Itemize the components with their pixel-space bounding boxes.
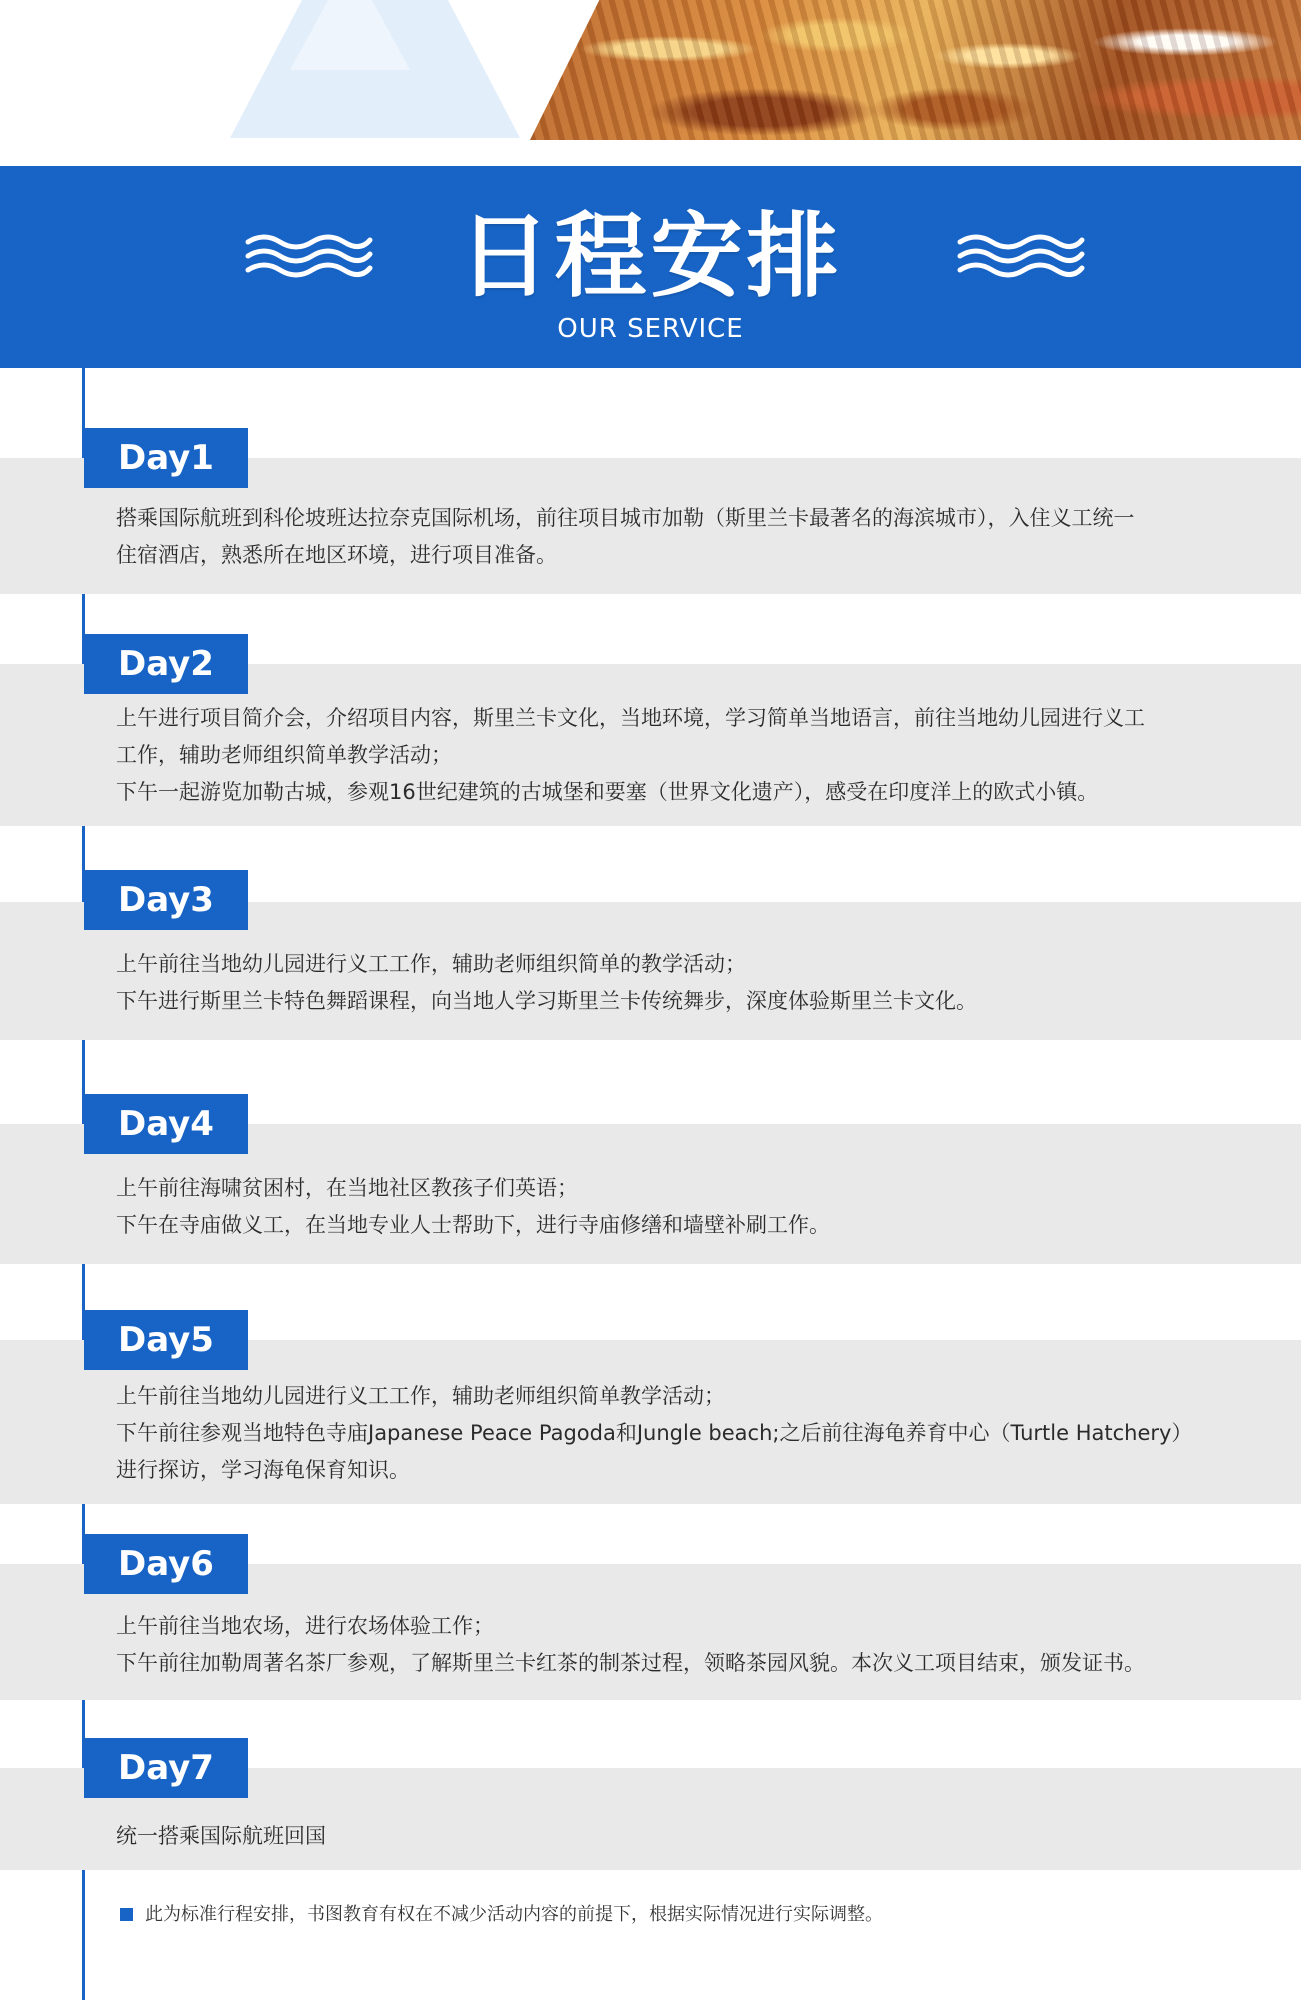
- day-line: 上午前往当地农场，进行农场体验工作；: [116, 1614, 494, 1638]
- day-badge: Day4: [84, 1094, 248, 1154]
- footnote: [120, 1900, 883, 1926]
- decorative-triangle-inner: [290, 0, 410, 70]
- day-line: 下午进行斯里兰卡特色舞蹈课程，向当地人学习斯里兰卡传统舞步，深度体验斯里兰卡文化。: [116, 989, 977, 1013]
- day-badge: Day2: [84, 634, 248, 694]
- day-badge: Day5: [84, 1310, 248, 1370]
- day-line: 上午前往当地幼儿园进行义工工作，辅助老师组织简单教学活动；: [116, 1384, 725, 1408]
- schedule-banner: [0, 166, 1301, 368]
- day-badge: Day6: [84, 1534, 248, 1594]
- day-line: 进行探访，学习海龟保育知识。: [116, 1458, 410, 1482]
- day-line: 工作，辅助老师组织简单教学活动；: [116, 743, 452, 767]
- day-description: [116, 700, 1246, 811]
- day-line: 下午在寺庙做义工，在当地专业人士帮助下，进行寺庙修缮和墙壁补刷工作。: [116, 1213, 830, 1237]
- day-description: [116, 1818, 1246, 1855]
- day-line: 上午前往海啸贫困村，在当地社区教孩子们英语；: [116, 1176, 578, 1200]
- page-title: 日程安排: [458, 203, 843, 310]
- day-description: [116, 946, 1246, 1020]
- day-description: [116, 500, 1246, 574]
- day-line: 住宿酒店，熟悉所在地区环境，进行项目准备。: [116, 543, 557, 567]
- day-description: [116, 1608, 1246, 1682]
- day-badge: Day3: [84, 870, 248, 930]
- day-badge: Day7: [84, 1738, 248, 1798]
- day-description: [116, 1378, 1246, 1489]
- bullet-square-icon: [120, 1908, 133, 1921]
- footnote-text: 此为标准行程安排，书图教育有权在不减少活动内容的前提下，根据实际情况进行实际调整。: [145, 1904, 883, 1925]
- day-line: 上午前往当地幼儿园进行义工工作，辅助老师组织简单的教学活动；: [116, 952, 746, 976]
- day-line: 下午前往加勒周著名茶厂参观，了解斯里兰卡红茶的制茶过程，领略茶园风貌。本次义工项目结束，颁发证书。: [116, 1651, 1145, 1675]
- day-line: 下午前往参观当地特色寺庙Japanese Peace Pagoda和Jungle beach;之后前往海龟养育中心（Turtle Hatchery）: [116, 1421, 1193, 1445]
- day-badge: Day1: [84, 428, 248, 488]
- header-decoration: [0, 0, 1301, 166]
- day-line: 上午进行项目简介会，介绍项目内容，斯里兰卡文化，当地环境，学习简单当地语言，前往当地幼儿园进行义工: [116, 706, 1145, 730]
- wave-right-icon: [956, 230, 1086, 282]
- day-line: 搭乘国际航班到科伦坡班达拉奈克国际机场，前往项目城市加勒（斯里兰卡最著名的海滨城市），入住义工统一: [116, 506, 1135, 530]
- page-subtitle: OUR SERVICE: [557, 314, 744, 344]
- day-line: 统一搭乘国际航班回国: [116, 1824, 326, 1848]
- temple-interior-photo: [530, 0, 1301, 140]
- day-line: 下午一起游览加勒古城，参观16世纪建筑的古城堡和要塞（世界文化遗产），感受在印度洋上的欧式小镇。: [116, 780, 1099, 804]
- day-description: [116, 1170, 1246, 1244]
